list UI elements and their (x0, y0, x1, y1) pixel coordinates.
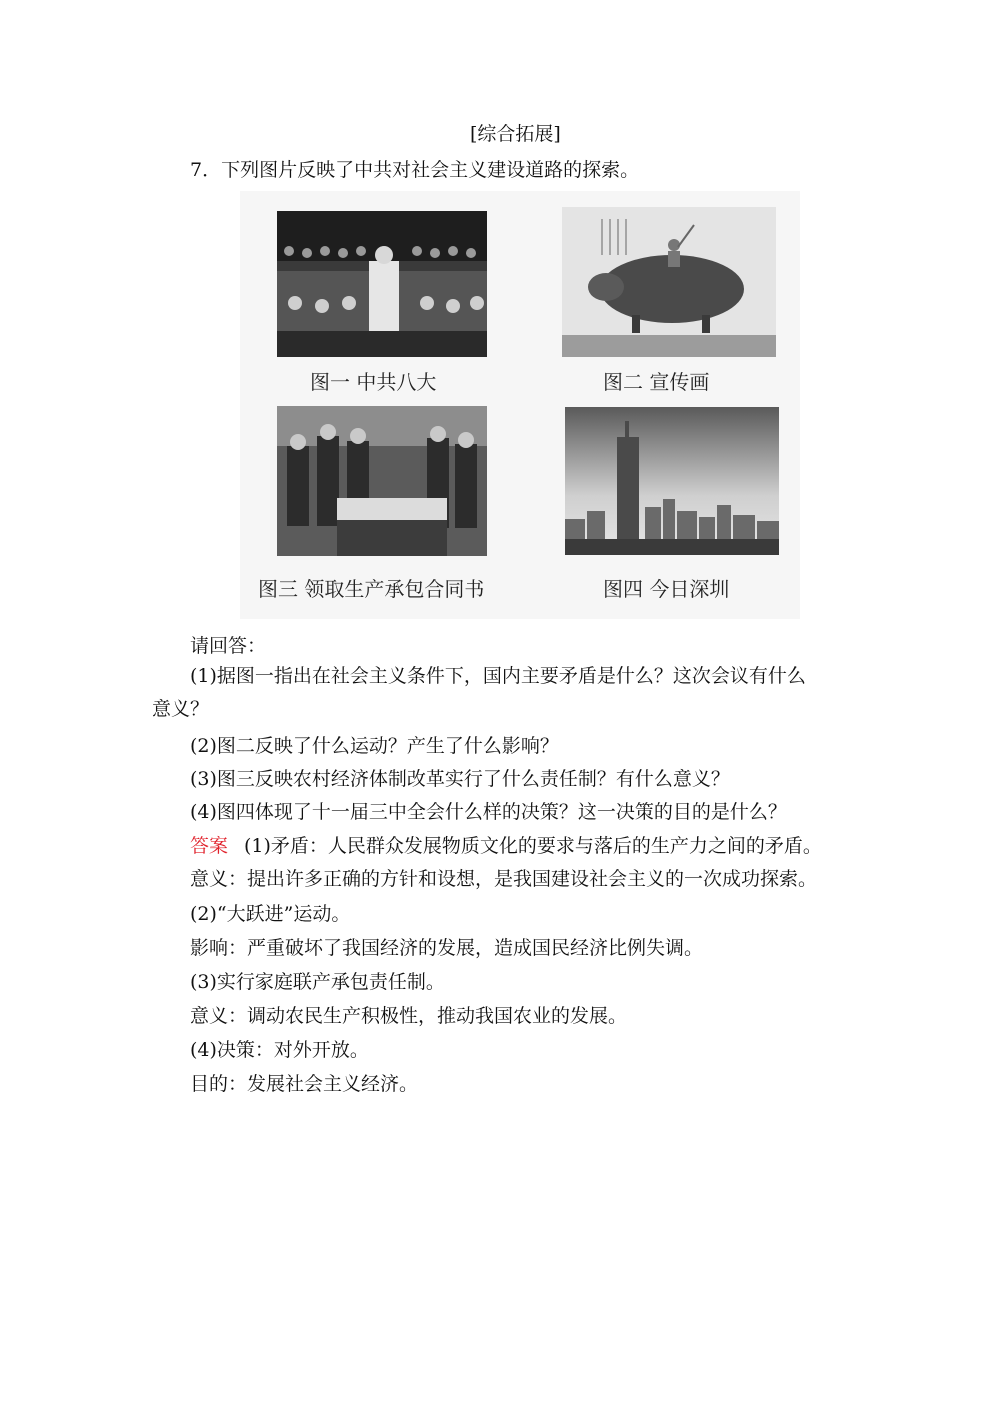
sub-question-2: (2)图二反映了什么运动？产生了什么影响？ (190, 735, 559, 757)
city-skyline-photo (565, 407, 779, 555)
question-stem: 7．下列图片反映了中共对社会主义建设道路的探索。 (190, 159, 640, 181)
answer-tag: 答案 (190, 835, 229, 857)
answer-4-purpose: 目的：发展社会主义经济。 (190, 1073, 419, 1095)
answer-1 (190, 834, 822, 858)
answer-3-meaning: 意义：调动农民生产积极性，推动我国农业的发展。 (190, 1005, 628, 1027)
answer-1-meaning: 意义：提出许多正确的方针和设想，是我国建设社会主义的一次成功探索。 (190, 868, 818, 890)
figure-panel (240, 191, 800, 619)
answer-2-impact: 影响：严重破坏了我国经济的发展，造成国民经济比例失调。 (190, 937, 704, 959)
answer-2: (2)“大跃进”运动。 (190, 903, 351, 925)
meeting-photo (277, 211, 487, 357)
figure-4-caption: 图四 今日深圳 (603, 577, 730, 601)
section-title: [综合拓展] (470, 123, 561, 145)
figure-1-caption: 图一 中共八大 (310, 370, 437, 394)
sub-question-1-line-2: 意义？ (152, 698, 210, 720)
answer-3: (3)实行家庭联产承包责任制。 (190, 971, 445, 993)
contract-photo (277, 406, 487, 556)
figure-2-caption: 图二 宣传画 (603, 370, 710, 394)
sub-question-4: (4)图四体现了十一届三中全会什么样的决策？这一决策的目的是什么？ (190, 801, 787, 823)
answer-4: (4)决策：对外开放。 (190, 1039, 369, 1061)
sub-question-1-line-1: (1)据图一指出在社会主义条件下，国内主要矛盾是什么？这次会议有什么 (190, 665, 806, 687)
answer-prompt: 请回答： (190, 635, 267, 657)
propaganda-pig-painting (562, 207, 776, 357)
answer-1-text: (1)矛盾：人民群众发展物质文化的要求与落后的生产力之间的矛盾。 (244, 835, 822, 857)
figure-3-caption: 图三 领取生产承包合同书 (258, 577, 485, 601)
sub-question-3: (3)图三反映农村经济体制改革实行了什么责任制？有什么意义？ (190, 768, 730, 790)
